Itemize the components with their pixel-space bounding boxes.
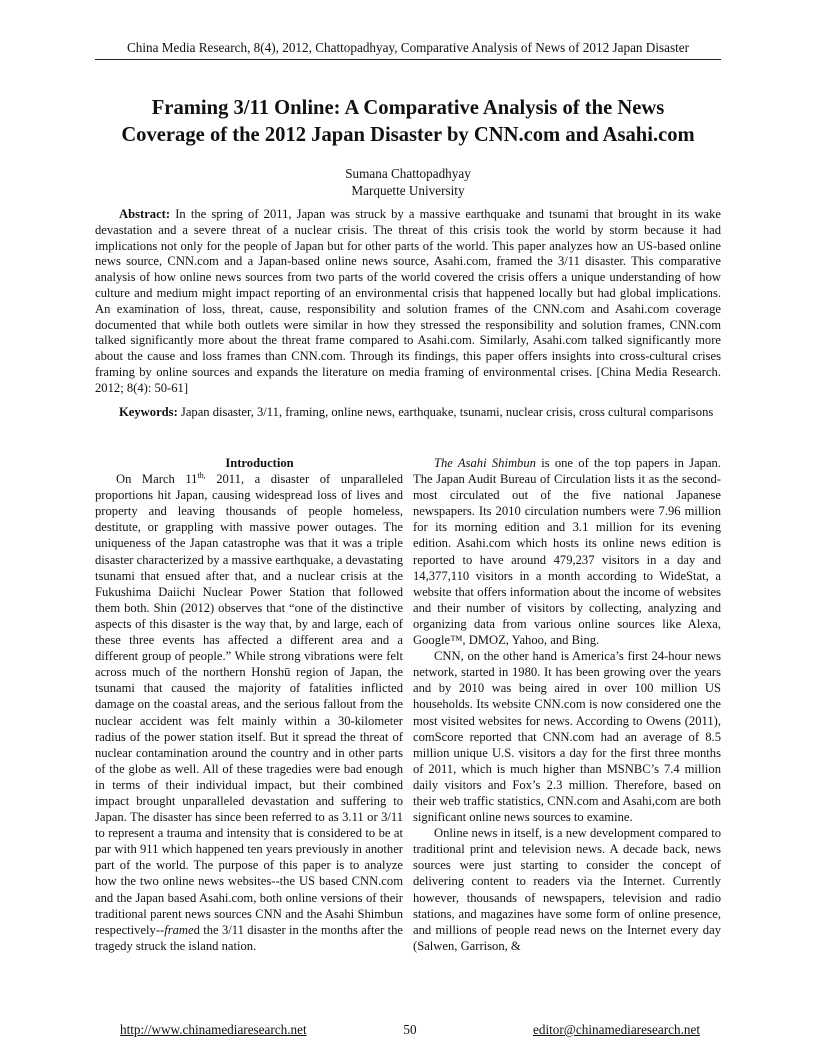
paper-title — [95, 95, 721, 149]
introduction-heading: Introduction — [225, 456, 294, 470]
title-line-1: Framing 3/11 Online: A Comparative Analysis of the News — [151, 97, 665, 119]
online-news-paragraph: Online news in itself, is a new development compared to traditional print and television news. A decade back, news sources were just starting to consider the concept of delivering content to readers via the Internet. Currently however, thousands of newspapers, television and radio stations, and magazines have some form of online presence, and millions of people read news on the Internet every day (Salwen, Garrison, & — [413, 826, 721, 953]
cnn-paragraph: CNN, on the other hand is America’s first 24-hour news network, started in 1980. It has been growing over the years and by 2010 was being aired in over 100 million US households. Its website CNN.com is now considered one the most visited websites for news. According to Owens (2011), comScore reported that CNN.com had an average of 8.5 million unique U.S. visitors a day for the first three months of 2011, which is much higher than MSNBC’s 7.4 million daily visitors and Fox’s 2.3 million. Therefore, based on their web traffic statistics, CNN.com and Asahi,com are both significant online news sources to examine. — [413, 649, 721, 825]
page-number: 50 — [403, 1022, 417, 1037]
footer-website-link[interactable]: http://www.chinamediaresearch.net — [120, 1022, 307, 1037]
running-header: China Media Research, 8(4), 2012, Chattopadhyay, Comparative Analysis of News of 2012 Japan Disaster — [126, 40, 690, 55]
intro-superscript: th, — [197, 470, 206, 480]
asahi-shimbun-italic: The Asahi Shimbun — [434, 456, 536, 470]
intro-emphasis: frame — [164, 922, 194, 937]
intro-text-start: On March 11 — [116, 472, 198, 487]
intro-paragraph — [95, 471, 403, 954]
right-column — [413, 455, 721, 954]
intro-text-end: d the 3/11 disaster in the months after the tragedy struck the island nation. — [95, 922, 403, 953]
abstract — [95, 207, 721, 397]
keywords — [95, 405, 721, 421]
footer-email-link[interactable]: editor@chinamediaresearch.net — [533, 1022, 701, 1037]
author-name: Sumana Chattopadhyay — [345, 166, 471, 181]
abstract-text: In the spring of 2011, Japan was struck by a massive earthquake and tsunami that brought in its wake devastation and a severe threat of a nuclear crisis. The threat of this crisis took the world by storm because it had implications not only for the people of Japan but for other parts of the world. This paper analyzes how an US-based online news source, CNN.com and a Japan-based online news source, Asahi.com, framed the 3/11 disaster. This comparative analysis of how online news sources from two parts of the world covered the crisis offers a unique understanding of how culture and medium might impact reporting of an environmental crisis that happened locally but had global implications. An examination of loss, threat, cause, responsibility and solution frames of the CNN.com and Asahi.com coverage documented that while both outlets were similar in how they stressed the responsibility and solution frames, CNN.com talked significantly more about the threat frame compared to Asahi.com. Similarly, Asahi.com talked significantly more about the cause and loss frames than CNN.com. Through its findings, this paper offers insights into cross-cultural crises framing by online sources and expands the literature on media framing of environmental crises. [China Media Research. 2012; 8(4): 50-61] — [95, 207, 721, 395]
asahi-paragraph — [413, 455, 721, 648]
left-column — [95, 455, 403, 954]
keywords-label: Keywords: — [119, 405, 178, 419]
abstract-label: Abstract: — [119, 207, 171, 221]
asahi-paragraph-text: is one of the top papers in Japan. The Japan Audit Bureau of Circulation lists it as the second-most circulated out of the five national Japanese newspapers. Its 2010 circulation numbers were 7.96 million for its morning edition and 3.1 million for its evening edition. Asahi.com which hosts its online news edition is reported to have around 479,237 visitors in a day and 14,377,110 visitors in a month according to WideStat, a website that offers information about the income of websites and their number of visitors by collecting, analyzing and organizing data from various online sources like Alexa, Google™, DMOZ, Yahoo, and Bing. — [413, 456, 721, 648]
header-rule — [95, 59, 721, 60]
author-affiliation: Marquette University — [351, 183, 465, 198]
keywords-text: Japan disaster, 3/11, framing, online news, earthquake, tsunami, nuclear crisis, cross cultural comparisons — [180, 405, 714, 419]
author-block — [95, 165, 721, 199]
intro-text-main: 2011, a disaster of unparalleled proportions hit Japan, causing widespread loss of lives and property and leaving thousands of people homeless, destitute, or grappling with massive power outages. The uniqueness of the Japan catastrophe was that it was a triple disaster characterized by a massive earthquake, a devastating tsunami that ensued after that, and a nuclear crisis at the Fukushima Daiichi Nuclear Power Station that followed them both. Shin (2012) observes that “one of the distinctive aspects of this disaster is the way that, by and large, each of these three events has affected a different area and a different group of people.” While strong vibrations were felt across much of the northern Honshū region of Japan, the tsunami that caused the majority of fatalities inflicted damage on the coastal areas, and the serious fallout from the nuclear accident was felt mainly within a 30-kilometer radius of the power station itself. But it spread the threat of nuclear contamination around the country and in other parts of the globe as well. All of these tragedies were bad enough in terms of their individual impact, but their combined impact brought unparalleled devastation and suffering to Japan. The disaster has since been referred to as 3.11 or 3/11 to represent a trauma and intensity that is considered to be at par with 911 which happened ten years previously in another part of the world. The purpose of this paper is to analyze how the two online news websites--the US based CNN.com and the Japan based Asahi.com, both online versions of their traditional parent news sources CNN and the Asahi Shimbun respectively-- — [95, 472, 403, 937]
title-line-2: Coverage of the 2012 Japan Disaster by CNN.com and Asahi.com — [121, 124, 695, 146]
